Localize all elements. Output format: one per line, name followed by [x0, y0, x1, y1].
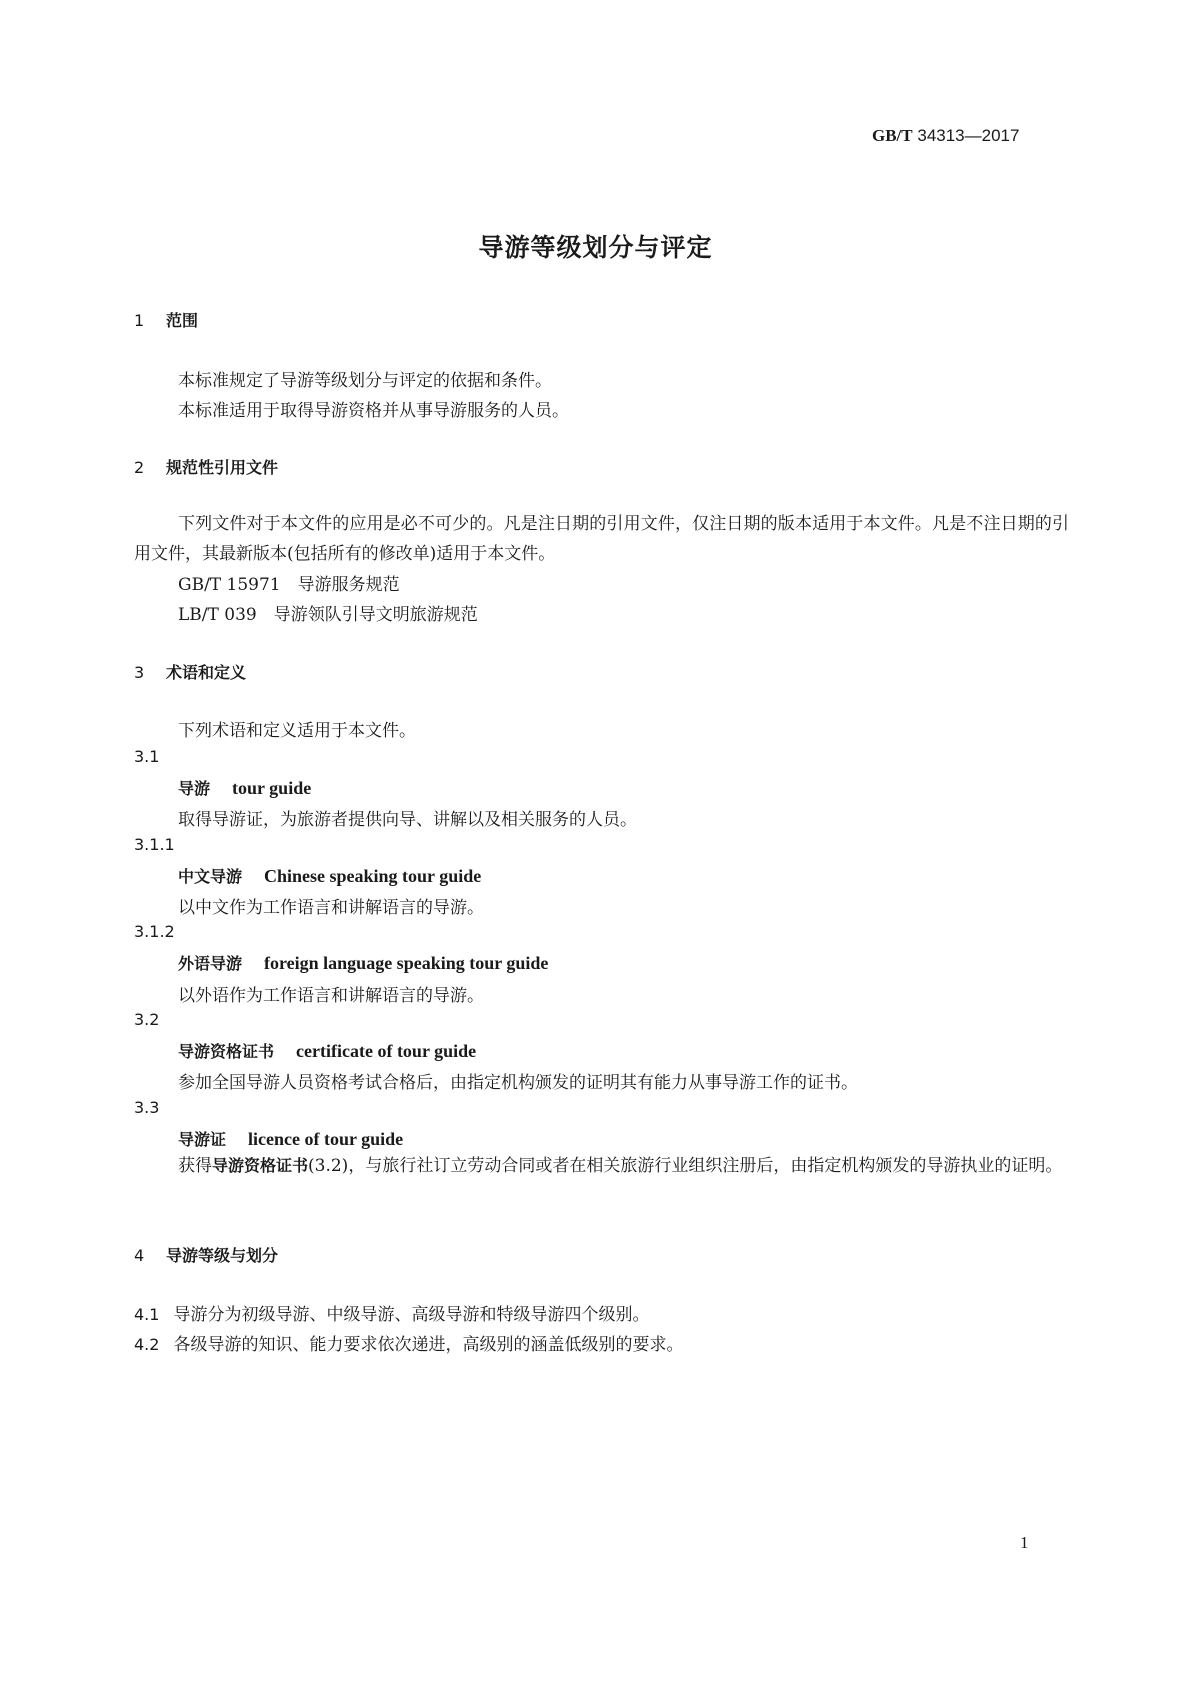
- document-title: 导游等级划分与评定: [478, 233, 713, 262]
- page-number: 1: [1020, 1533, 1029, 1552]
- standard-code: 34313—2017: [917, 126, 1020, 145]
- reference-item: GB/T 15971 导游服务规范: [178, 575, 400, 595]
- term-entry: [178, 1039, 476, 1062]
- section-heading-terms: [134, 660, 246, 683]
- term-definition: 以中文作为工作语言和讲解语言的导游。: [178, 898, 484, 918]
- section-heading-grades: [134, 1243, 278, 1266]
- term-english: tour guide: [232, 778, 312, 798]
- term-number: 3.3: [134, 1098, 160, 1117]
- term-definition: 取得导游证，为旅游者提供向导、讲解以及相关服务的人员。: [178, 810, 637, 830]
- section-title: 导游等级与划分: [166, 1246, 279, 1265]
- term-number: 3.1: [134, 747, 160, 766]
- term-definition: 参加全国导游人员资格考试合格后，由指定机构颁发的证明其有能力从事导游工作的证书。: [178, 1073, 858, 1093]
- term-chinese: 导游资格证书: [178, 1042, 275, 1061]
- term-chinese: 外语导游: [178, 954, 243, 973]
- clause-number: 4.1: [134, 1305, 160, 1324]
- standard-number: [872, 126, 1019, 146]
- scope-paragraph-2: 本标准适用于取得导游资格并从事导游服务的人员。: [178, 401, 569, 421]
- section-number: 3: [134, 663, 145, 682]
- term-number: 3.1.2: [134, 922, 175, 941]
- section-title: 范围: [166, 311, 199, 330]
- term-chinese: 中文导游: [178, 867, 243, 886]
- term-english: Chinese speaking tour guide: [264, 866, 482, 886]
- term-definition: 以外语作为工作语言和讲解语言的导游。: [178, 986, 484, 1006]
- definition-suffix: (3.2)，与旅行社订立劳动合同或者在相关旅游行业组织注册后，由指定机构颁发的导游执业的证明。: [308, 1156, 1063, 1176]
- term-entry: [178, 776, 311, 799]
- section-number: 4: [134, 1246, 145, 1265]
- term-chinese: 导游: [178, 779, 211, 798]
- term-number: 3.2: [134, 1010, 160, 1029]
- reference-item: LB/T 039 导游领队引导文明旅游规范: [178, 605, 478, 625]
- section-heading-normative-references: [134, 455, 278, 478]
- section-heading-scope: [134, 308, 198, 331]
- term-entry: [178, 1127, 403, 1150]
- term-number: 3.1.1: [134, 835, 175, 854]
- term-english: licence of tour guide: [248, 1129, 404, 1149]
- term-english: foreign language speaking tour guide: [264, 953, 549, 973]
- clause-item: [134, 1300, 649, 1325]
- term-definition: [134, 1151, 1069, 1181]
- terms-intro-paragraph: 下列术语和定义适用于本文件。: [178, 721, 416, 741]
- section-title: 规范性引用文件: [166, 458, 279, 477]
- term-entry: [178, 864, 481, 887]
- term-chinese: 导游证: [178, 1130, 227, 1149]
- definition-prefix: 获得: [178, 1156, 212, 1176]
- cross-reference-term[interactable]: 导游资格证书: [212, 1156, 309, 1175]
- section-number: 1: [134, 311, 145, 330]
- term-english: certificate of tour guide: [296, 1041, 477, 1061]
- scope-paragraph-1: 本标准规定了导游等级划分与评定的依据和条件。: [178, 371, 552, 391]
- clause-number: 4.2: [134, 1335, 160, 1354]
- clause-item: [134, 1330, 683, 1355]
- clause-text: 导游分为初级导游、中级导游、高级导游和特级导游四个级别。: [173, 1305, 650, 1325]
- section-title: 术语和定义: [166, 663, 247, 682]
- section-number: 2: [134, 458, 145, 477]
- clause-text: 各级导游的知识、能力要求依次递进，高级别的涵盖低级别的要求。: [173, 1335, 684, 1355]
- references-intro-paragraph: 下列文件对于本文件的应用是必不可少的。凡是注日期的引用文件，仅注日期的版本适用于本文件。凡是不注日期的引用文件，其最新版本(包括所有的修改单)适用于本文件。: [134, 514, 1069, 564]
- standard-prefix: GB/T: [872, 126, 913, 145]
- term-entry: [178, 951, 548, 974]
